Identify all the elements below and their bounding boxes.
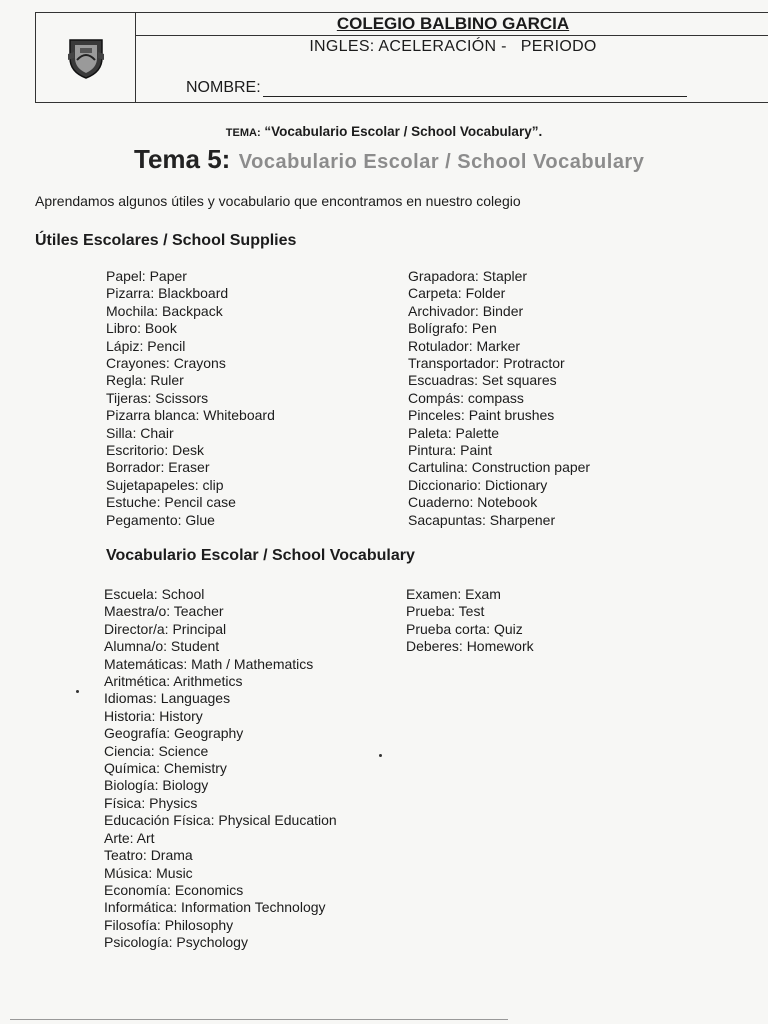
list-item: Crayones: Crayons (106, 355, 226, 372)
list-item: Tijeras: Scissors (106, 389, 209, 406)
list-item: Paleta: Palette (408, 424, 500, 441)
topic-small-heading (0, 124, 768, 139)
topic-small-label: TEMA: (225, 127, 261, 139)
list-item: Compás: compass (408, 389, 524, 406)
list-item: Mochila: Backpack (106, 302, 223, 319)
vocabulary-right-list (406, 586, 534, 656)
topic-number: Tema 5: (134, 144, 231, 174)
list-item: Examen: Exam (406, 586, 501, 602)
list-item: Química: Chemistry (104, 760, 227, 777)
list-item: Transportador: Protractor (408, 355, 565, 372)
list-item: Informática: Information Technology (104, 899, 326, 916)
school-crest-icon (66, 36, 106, 80)
list-item: Maestra/o: Teacher (104, 603, 224, 620)
subject-row (136, 36, 768, 58)
list-item: Archivador: Binder (408, 302, 524, 319)
list-item: Matemáticas: Math / Mathematics (104, 655, 314, 672)
list-item: Biología: Biology (104, 777, 209, 794)
list-item: Libro: Book (106, 320, 177, 337)
list-item: Grapadora: Stapler (408, 268, 528, 284)
list-item: Ciencia: Science (104, 742, 209, 759)
list-item: Carpeta: Folder (408, 285, 506, 302)
list-item: Arte: Art (104, 829, 155, 846)
supplies-right-list (408, 268, 590, 529)
list-item: Filosofía: Philosophy (104, 916, 234, 933)
list-item: Teatro: Drama (104, 847, 193, 864)
list-item: Idiomas: Languages (104, 690, 231, 707)
topic-big-text: Vocabulario Escolar / School Vocabulary (238, 151, 645, 173)
list-item: Alumna/o: Student (104, 638, 220, 655)
list-item: Pegamento: Glue (106, 511, 215, 528)
intro-text: Aprendamos algunos útiles y vocabulario que encontramos en nuestro colegio (35, 193, 521, 209)
list-item: Pintura: Paint (408, 442, 493, 459)
school-name: COLEGIO BALBINO GARCIA (336, 14, 570, 33)
header-box (35, 12, 768, 103)
list-item: Sacapuntas: Sharpener (408, 511, 556, 528)
list-item: Prueba corta: Quiz (406, 620, 523, 637)
logo-cell (36, 13, 136, 102)
list-item: Director/a: Principal (104, 620, 227, 637)
list-item: Papel: Paper (106, 268, 187, 284)
list-item: Escuela: School (104, 586, 205, 602)
subject-label: INGLES: ACELERACIÓN - (309, 38, 507, 55)
list-item: Aritmética: Arithmetics (104, 673, 243, 690)
list-item: Sujetapapeles: clip (106, 476, 224, 493)
list-item: Lápiz: Pencil (106, 337, 186, 354)
topic-big-heading (134, 144, 644, 175)
list-item: Rotulador: Marker (408, 337, 521, 354)
scan-speck (379, 754, 382, 757)
list-item: Borrador: Eraser (106, 459, 210, 476)
name-label: NOMBRE: (186, 79, 261, 96)
period-label: PERIODO (520, 38, 597, 55)
list-item: Física: Physics (104, 794, 198, 811)
list-item: Escuadras: Set squares (408, 372, 557, 389)
list-item: Prueba: Test (406, 603, 485, 620)
list-item: Deberes: Homework (406, 638, 534, 655)
supplies-title: Útiles Escolares / School Supplies (35, 232, 297, 249)
list-item: Regla: Ruler (106, 372, 184, 389)
supplies-left-list (106, 268, 275, 529)
list-item: Historia: History (104, 707, 203, 724)
list-item: Música: Music (104, 864, 193, 881)
list-item: Cuaderno: Notebook (408, 494, 538, 511)
name-input-line[interactable] (263, 82, 687, 97)
list-item: Pizarra: Blackboard (106, 285, 229, 302)
topic-small-text: “Vocabulario Escolar / School Vocabulary”. (264, 124, 543, 139)
list-item: Diccionario: Dictionary (408, 476, 548, 493)
vocabulary-title: Vocabulario Escolar / School Vocabulary (106, 547, 415, 564)
list-item: Geografía: Geography (104, 725, 244, 742)
scan-edge-line (10, 1019, 508, 1020)
list-item: Bolígrafo: Pen (408, 320, 497, 337)
list-item: Psicología: Psychology (104, 934, 248, 951)
list-item: Economía: Economics (104, 881, 244, 898)
list-item: Estuche: Pencil case (106, 494, 236, 511)
scan-speck (76, 690, 79, 693)
list-item: Escritorio: Desk (106, 442, 205, 459)
list-item: Pizarra blanca: Whiteboard (106, 407, 275, 424)
list-item: Pinceles: Paint brushes (408, 407, 555, 424)
list-item: Silla: Chair (106, 424, 174, 441)
list-item: Cartulina: Construction paper (408, 459, 591, 476)
list-item: Educación Física: Physical Education (104, 812, 337, 829)
vocabulary-left-list (104, 586, 337, 952)
name-row (186, 79, 687, 97)
school-name-row (136, 13, 768, 36)
